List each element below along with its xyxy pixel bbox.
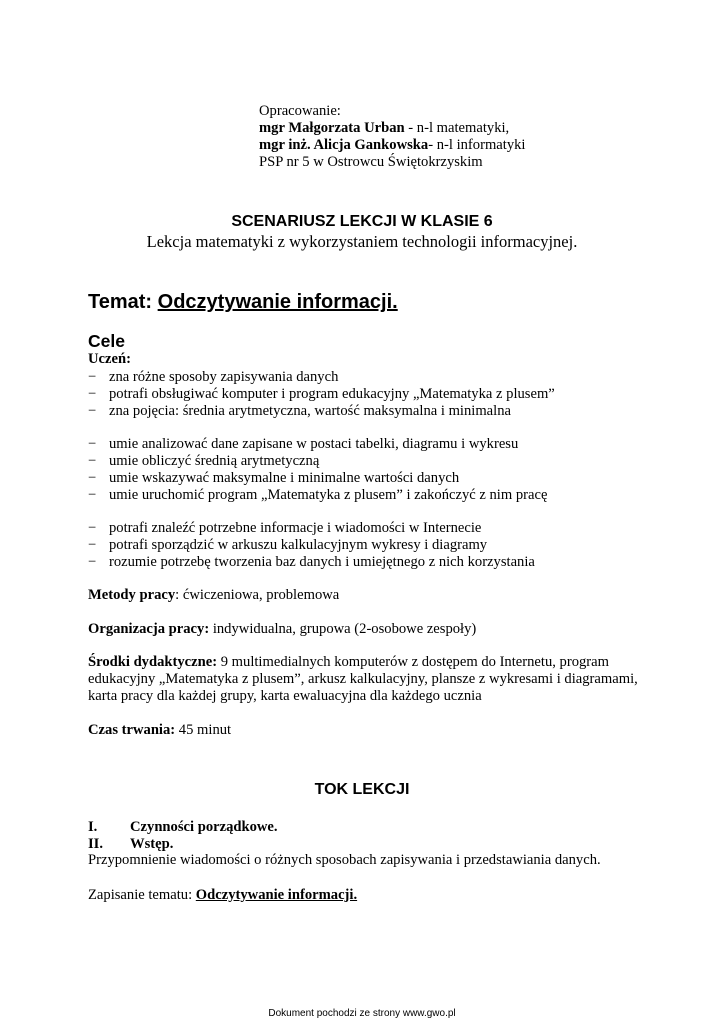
methods-label: Metody pracy bbox=[88, 587, 176, 603]
author-1-name: mgr Małgorzata Urban bbox=[259, 120, 405, 136]
bullet-dash: − bbox=[88, 470, 97, 486]
duration-label: Czas trwania: bbox=[88, 722, 176, 738]
footer-note: Dokument pochodzi ze strony www.gwo.pl bbox=[268, 1008, 456, 1019]
list-item: − umie wskazywać maksymalne i minimalne wartości danych bbox=[88, 470, 460, 486]
topic-writing bbox=[88, 887, 357, 904]
step-2-description: Przypomnienie wiadomości o różnych sposobach zapisywania i przedstawiania danych. bbox=[88, 852, 601, 868]
topic-writing-value: Odczytywanie informacji. bbox=[195, 887, 358, 903]
list-item: − zna różne sposoby zapisywania danych bbox=[88, 369, 339, 385]
goals-list-2 bbox=[88, 436, 547, 504]
list-item: − umie analizować dane zapisane w postaci tabelki, diagramu i wykresu bbox=[88, 436, 519, 452]
resources-label: Środki dydaktyczne: bbox=[88, 654, 218, 670]
list-item: − potrafi obsługiwać komputer i program edukacyjny „Matematyka z plusem” bbox=[88, 386, 555, 402]
goals-list-1 bbox=[88, 369, 555, 420]
scenario-subtitle: Lekcja matematyki z wykorzystaniem technologii informacyjnej. bbox=[146, 232, 578, 251]
list-item: − potrafi znaleźć potrzebne informacje i wiadomości w Internecie bbox=[88, 520, 482, 536]
bullet-dash: − bbox=[88, 436, 97, 452]
organization-value: indywidualna, grupowa (2-osobowe zespoły) bbox=[209, 621, 477, 637]
prepared-label: Opracowanie: bbox=[259, 103, 341, 119]
duration-paragraph bbox=[88, 722, 231, 739]
resources-line-1: 9 multimedialnych komputerów z dostępem do Internetu, program bbox=[217, 654, 609, 670]
bullet-dash: − bbox=[88, 369, 97, 385]
author-2-name: mgr inż. Alicja Gankowska bbox=[259, 137, 429, 153]
bullet-dash: − bbox=[88, 520, 97, 536]
list-item: − rozumie potrzebę tworzenia baz danych i umiejętnego z nich korzystania bbox=[88, 554, 535, 570]
organization-label: Organizacja pracy: bbox=[88, 621, 210, 637]
bullet-dash: − bbox=[88, 537, 97, 553]
school-name: PSP nr 5 w Ostrowcu Świętokrzyskim bbox=[259, 154, 483, 170]
methods-paragraph bbox=[88, 587, 339, 604]
goals-heading: Cele bbox=[88, 331, 125, 351]
resources-paragraph bbox=[88, 654, 638, 705]
bullet-dash: − bbox=[88, 386, 97, 402]
step-2 bbox=[88, 836, 173, 853]
topic-label: Temat: bbox=[88, 291, 158, 313]
author-1-role: - n-l matematyki, bbox=[404, 120, 510, 136]
step-1-title: Czynności porządkowe. bbox=[130, 819, 278, 835]
step-1-number: I. bbox=[88, 819, 98, 835]
step-2-title: Wstęp. bbox=[130, 836, 174, 852]
author-2 bbox=[259, 137, 525, 154]
duration-value: 45 minut bbox=[175, 722, 232, 738]
student-label: Uczeń: bbox=[88, 351, 131, 367]
goals-list-3 bbox=[88, 520, 535, 571]
list-item: − potrafi sporządzić w arkuszu kalkulacyjnym wykresy i diagramy bbox=[88, 537, 488, 553]
step-1 bbox=[88, 819, 278, 836]
lesson-flow-heading: TOK LEKCJI bbox=[314, 781, 410, 798]
list-item: − zna pojęcia: średnia arytmetyczna, wartość maksymalna i minimalna bbox=[88, 403, 511, 419]
bullet-dash: − bbox=[88, 453, 97, 469]
bullet-dash: − bbox=[88, 487, 97, 503]
list-item: − umie obliczyć średnią arytmetyczną bbox=[88, 453, 320, 469]
topic-writing-label: Zapisanie tematu: bbox=[88, 887, 196, 903]
organization-paragraph bbox=[88, 621, 476, 638]
topic-value: Odczytywanie informacji. bbox=[157, 291, 398, 313]
bullet-dash: − bbox=[88, 403, 97, 419]
bullet-dash: − bbox=[88, 554, 97, 570]
author-block bbox=[259, 103, 525, 171]
list-item: − umie uruchomić program „Matematyka z plusem” i zakończyć z nim pracę bbox=[88, 487, 548, 503]
topic-heading bbox=[88, 290, 398, 314]
step-2-number: II. bbox=[88, 836, 104, 852]
resources-line-3: karta pracy dla każdej grupy, karta ewaluacyjna dla każdego ucznia bbox=[88, 688, 482, 704]
resources-line-2: edukacyjny „Matematyka z plusem”, arkusz kalkulacyjny, plansze z wykresami i diagramami, bbox=[88, 671, 638, 687]
scenario-title: SCENARIUSZ LEKCJI W KLASIE 6 bbox=[231, 213, 493, 230]
author-1 bbox=[259, 120, 525, 137]
author-2-role: - n-l informatyki bbox=[428, 137, 526, 153]
methods-value: : ćwiczeniowa, problemowa bbox=[175, 587, 340, 603]
